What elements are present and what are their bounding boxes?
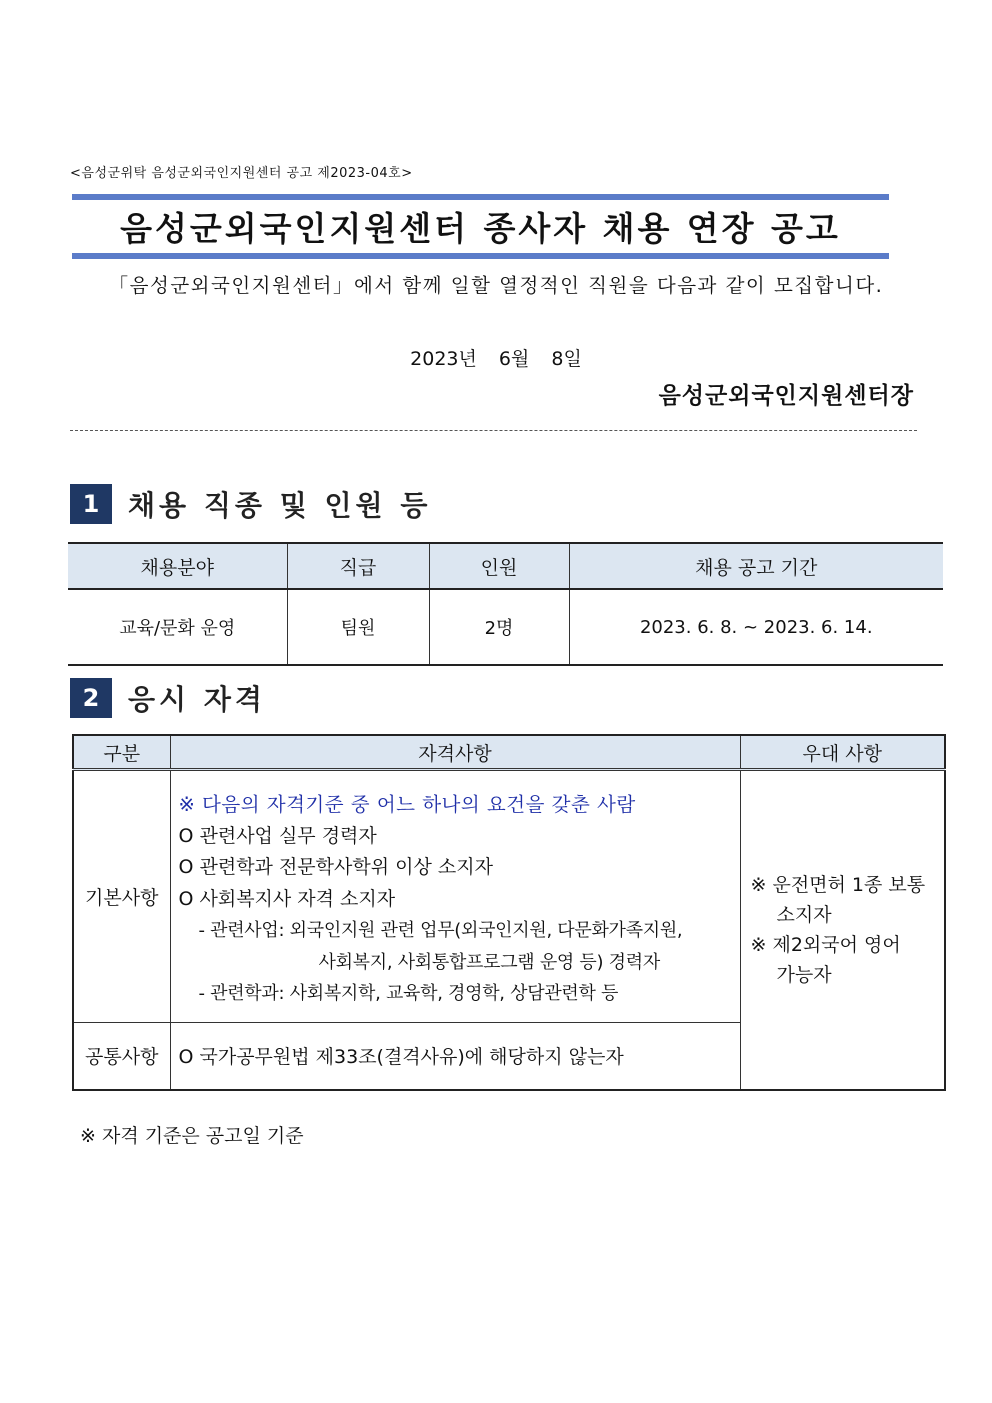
common-label: 공통사항 <box>73 1022 170 1090</box>
requirement-line: O 관련학과 전문학사학위 이상 소지자 <box>178 856 493 878</box>
page-title: 음성군외국인지원센터 종사자 채용 연장 공고 <box>120 209 841 248</box>
title-top-bar <box>72 194 889 200</box>
section-2-title: 응시 자격 <box>128 683 266 716</box>
table-header: 자격사항 <box>170 735 740 770</box>
requirement-line: - 관련사업: 외국인지원 관련 업무(외국인지원, 다문화가족지원, <box>198 920 683 941</box>
requirement-line: 사회복지, 사회통합프로그램 운영 등) 경력자 <box>318 951 660 973</box>
section-2-header <box>70 678 266 718</box>
table-header: 우대 사항 <box>740 735 945 770</box>
common-requirement: O 국가공무원법 제33조(결격사유)에 해당하지 않는자 <box>170 1022 740 1090</box>
table-header-row <box>68 543 943 589</box>
table-header-row <box>73 735 945 770</box>
table-row <box>68 589 943 665</box>
section-1-number: 1 <box>70 484 112 524</box>
requirement-line: ※ 다음의 자격기준 중 어느 하나의 요건을 갖춘 사람 <box>178 793 636 816</box>
table-header: 구분 <box>73 735 170 770</box>
preference-line: ※ 제2외국어 영어 <box>750 933 901 956</box>
preferences <box>740 770 945 1090</box>
divider <box>70 430 917 431</box>
section-2-number: 2 <box>70 678 112 718</box>
positions-table <box>68 542 943 666</box>
signer: 음성군외국인지원센터장 <box>658 383 914 409</box>
table-cell: 2명 <box>429 589 569 665</box>
section-1-header <box>70 484 431 524</box>
preference-line: ※ 운전면허 1종 보통 <box>750 873 926 896</box>
table-header: 직급 <box>287 543 429 589</box>
preference-line: 소지자 <box>776 903 832 926</box>
requirement-line: O 관련사업 실무 경력자 <box>178 824 377 847</box>
basic-label: 기본사항 <box>73 770 170 1023</box>
requirement-line: O 사회복지사 자격 소지자 <box>178 887 396 910</box>
table-cell: 팀원 <box>287 589 429 665</box>
qualifications-table <box>72 734 946 1091</box>
title-bottom-bar <box>72 253 889 259</box>
preference-line: 가능자 <box>776 963 832 986</box>
table-row <box>73 770 945 1023</box>
requirement-line: - 관련학과: 사회복지학, 교육학, 경영학, 상담관련학 등 <box>198 983 619 1004</box>
notice-number: <음성군위탁 음성군외국인지원센터 공고 제2023-04호> <box>70 166 413 181</box>
footnote: ※ 자격 기준은 공고일 기준 <box>80 1125 304 1147</box>
table-cell: 교육/문화 운영 <box>119 618 236 639</box>
table-header: 채용 공고 기간 <box>569 543 943 589</box>
basic-requirements <box>170 770 740 1023</box>
table-header: 채용분야 <box>68 543 287 589</box>
announcement-date: 2023년 6월 8일 <box>410 348 582 370</box>
intro-text: 「음성군외국인지원센터」에서 함께 일할 열정적인 직원을 다음과 같이 모집합니다. <box>108 274 884 297</box>
table-header: 인원 <box>429 543 569 589</box>
table-cell: 2023. 6. 8. ~ 2023. 6. 14. <box>569 589 943 665</box>
section-1-title: 채용 직종 및 인원 등 <box>128 489 432 522</box>
